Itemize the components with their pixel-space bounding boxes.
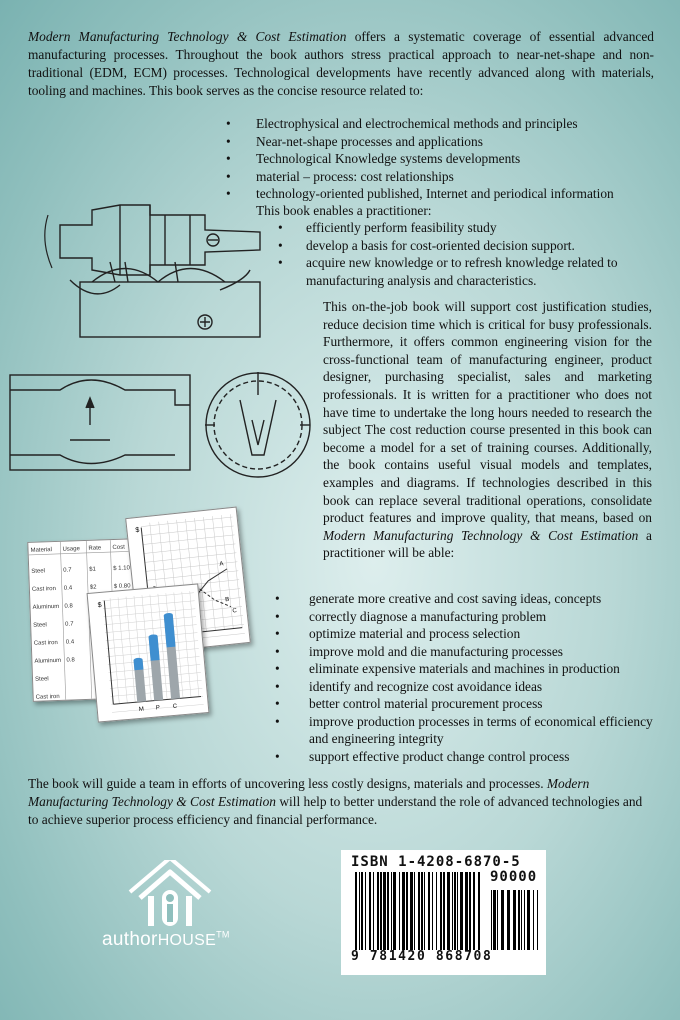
- abilities-list: [309, 590, 669, 765]
- table-cell: 0.7: [63, 567, 72, 574]
- bars-y-label: $: [97, 601, 102, 610]
- list-item: • efficiently perform feasibility study: [306, 219, 666, 237]
- list-item: • Technological Knowledge systems developments: [256, 150, 666, 168]
- table-cell: Aluminum: [34, 657, 62, 665]
- isbn-number: ISBN 1-4208-6870-5: [351, 854, 521, 870]
- intro-text: offers a systematic coverage of essential advanced manufacturing processes. Throughout the book authors stress practical approach to near-net-shape and non-traditional (EDM, ECM) processes. Technological developments have recently advanced along with materials, tooling and machines. This book serves as the concise resource related to:: [28, 29, 654, 98]
- list-item: • Electrophysical and electrochemical methods and principles: [256, 115, 666, 133]
- closing-paragraph: [28, 775, 654, 830]
- table-cell: $ 1.10: [113, 565, 131, 572]
- table-cell: 0.8: [64, 603, 73, 610]
- publisher-name-light: author: [102, 929, 158, 950]
- publisher-name: [102, 929, 230, 951]
- ean-number: 9 781420 868708: [351, 949, 493, 964]
- table-cell: Cast iron: [31, 585, 57, 593]
- list-item: • identify and recognize cost avoidance ideas: [309, 678, 669, 696]
- list-item: • material – process: cost relationships: [256, 168, 666, 186]
- list-item: • generate more creative and cost saving ideas, concepts: [309, 590, 669, 608]
- table-cell: Steel: [31, 568, 46, 575]
- table-cell: Steel: [33, 622, 47, 629]
- middle-paragraph: [323, 298, 652, 562]
- list-item: • eliminate expensive materials and machines in production: [309, 660, 669, 678]
- topics-list: [256, 115, 666, 203]
- table-header-cell: Cost: [112, 544, 125, 551]
- middle-book-title: Modern Manufacturing Technology & Cost Estimation: [323, 527, 639, 543]
- table-cell: Steel: [34, 676, 49, 683]
- table-cell: 0.7: [65, 621, 74, 628]
- price-code: 90000: [490, 869, 538, 885]
- circular-die-drawing: [205, 372, 310, 477]
- list-item: • acquire new knowledge or to refresh knowledge related to manufacturing analysis and characteristics.: [306, 254, 666, 289]
- enables-list: [306, 219, 666, 289]
- closing-book-title: Modern Manufacturing Technology & Cost Estimation: [28, 776, 590, 810]
- bar-p: [148, 634, 163, 701]
- publisher-tm: TM: [216, 929, 230, 940]
- table-cell: $2: [89, 584, 97, 591]
- list-item: • support effective product change control process: [309, 748, 669, 766]
- table-cell: 0.4: [65, 639, 75, 646]
- table-cell: 0.4: [63, 585, 73, 592]
- closing-text: will help to better understand the role of advanced technologies and to achieve superior process efficiency and financial performance.: [28, 794, 643, 828]
- bars-x-label: P: [155, 705, 161, 712]
- intro-book-title: Modern Manufacturing Technology & Cost Estimation: [28, 29, 347, 44]
- authorhouse-logo-icon: [100, 860, 260, 930]
- list-item: • develop a basis for cost-oriented decision support.: [306, 237, 666, 255]
- publisher-name-bold: HOUSE: [157, 932, 217, 949]
- bar-chart-sheet: [87, 583, 210, 722]
- table-cell: Aluminum: [32, 603, 60, 611]
- graph-label-c: C: [232, 608, 238, 615]
- list-item: • Near-net-shape processes and applications: [256, 133, 666, 151]
- table-cell: 0.8: [66, 657, 75, 664]
- middle-text: This on-the-job book will support cost justification studies, reduce decision time which is critical for busy professionals. Furthermore, it offers common engineering vision for the cross-functional team of manufacturing engineer, product designer, purchasing specialist, sales and marketing professionals. It is written for a practitioner who does not have time to undertake the long hours needed to research the subject The cost reduction course presented in this book can become a model for a set of training courses. Additionally, the book contains useful visual models and templates, examples and diagrams. If technologies described in this book can replace several traditional operations, consolidate product features and improve quality, that means, based on: [323, 299, 652, 526]
- middle-tail: a practitioner will be able:: [323, 527, 652, 561]
- list-item: • improve production processes in terms of economical efficiency and engineering integrity: [309, 713, 669, 748]
- table-cell: Cast iron: [35, 693, 60, 701]
- table-header-cell: Usage: [62, 546, 80, 553]
- list-item: • technology-oriented published, Internet and periodical information: [256, 185, 666, 203]
- bars-x-label: M: [138, 706, 145, 713]
- table-header-cell: Material: [30, 547, 52, 554]
- enables-heading: This book enables a practitioner:: [256, 203, 432, 218]
- intro-paragraph: [28, 28, 654, 100]
- list-item: • correctly diagnose a manufacturing problem: [309, 608, 669, 626]
- graph-y-label: $: [135, 526, 140, 535]
- closing-lead: The book will guide a team in efforts of uncovering less costly designs, materials and processes.: [28, 776, 547, 791]
- bar-chart: [88, 584, 209, 721]
- die-section-drawing: [10, 375, 190, 470]
- table-cell: Cast iron: [33, 639, 58, 647]
- list-item: • improve mold and die manufacturing processes: [309, 643, 669, 661]
- bar-m: [133, 658, 146, 703]
- list-item: • better control material procurement process: [309, 695, 669, 713]
- table-cell: $1: [89, 566, 97, 573]
- graph-label-b: B: [224, 596, 230, 604]
- list-item: • optimize material and process selection: [309, 625, 669, 643]
- bars-x-label: C: [172, 703, 178, 711]
- table-cell: $ 0.80: [113, 583, 131, 590]
- shaft-drawing: [45, 205, 260, 337]
- graph-label-a: A: [219, 561, 224, 568]
- table-header-cell: Rate: [88, 545, 102, 552]
